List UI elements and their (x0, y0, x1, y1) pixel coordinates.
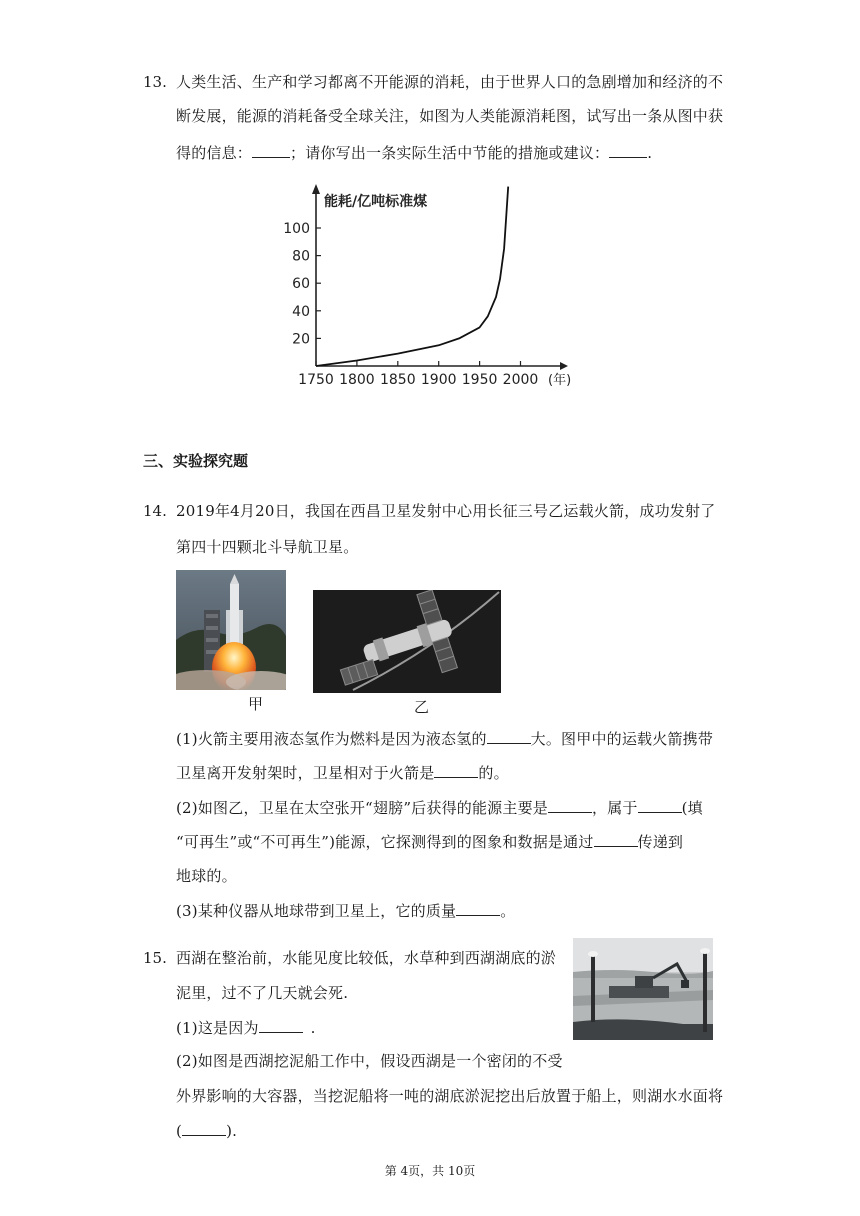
satellite-photo (313, 590, 501, 693)
question-15-part-1 (176, 1017, 316, 1038)
answer-blank[interactable] (182, 1120, 226, 1136)
question-13-line-2: 断发展，能源的消耗备受全球关注，如图为人类能源消耗图，试写出一条从图中获 (176, 107, 724, 125)
text-segment: 卫星离开发射架时，卫星相对于火箭是 (176, 764, 435, 782)
rocket-launch-photo (176, 570, 286, 690)
question-15-part-2-line-1: (2)如图是西湖挖泥船工作中，假设西湖是一个密闭的不受 (176, 1052, 563, 1070)
question-15-line-2: 泥里，过不了几天就会死. (176, 984, 349, 1002)
question-15-line-1: 西湖在整治前，水能见度比较低，水草种到西湖湖底的淤 (176, 949, 557, 967)
answer-blank[interactable] (434, 762, 478, 778)
text-segment: “可再生”或“不可再生”)能源，它探测得到的图象和数据是通过 (176, 833, 594, 851)
question-13-line-3 (176, 142, 652, 163)
text-segment: 大。图甲中的运载火箭携带 (530, 730, 714, 748)
answer-blank[interactable] (594, 831, 638, 847)
question-14-intro-line-2: 第四十四颗北斗导航卫星。 (176, 538, 359, 556)
y-tick-label: 20 (292, 331, 310, 348)
energy-consumption-curve (316, 187, 508, 366)
answer-blank[interactable] (487, 728, 531, 744)
x-tick-label: 1800 (339, 372, 375, 388)
question-14-part-1-line-2 (176, 762, 509, 783)
x-axis-label: (年) (548, 373, 572, 388)
y-tick-label: 80 (292, 248, 310, 265)
text-segment: 的。 (478, 764, 509, 782)
text-segment: . (310, 1019, 316, 1037)
question-14-part-1-line-1 (176, 728, 713, 749)
text-segment: (填 (681, 799, 703, 817)
text-segment: (2)如图乙，卫星在太空张开“翅膀”后获得的能源主要是 (176, 799, 548, 817)
question-13-period: . (647, 144, 653, 162)
question-14-number: 14. (143, 502, 167, 520)
y-tick-label: 100 (283, 221, 310, 237)
text-segment: ). (226, 1122, 238, 1140)
text-segment: (3)某种仪器从地球带到卫星上，它的质量 (176, 902, 457, 920)
question-15-part-2-line-2: 外界影响的大容器，当挖泥船将一吨的湖底淤泥挖出后放置于船上，则湖水水面将 (176, 1087, 724, 1105)
question-13-info-prompt: 得的信息： (176, 144, 253, 162)
answer-blank[interactable] (548, 797, 592, 813)
y-tick-label: 40 (292, 303, 310, 320)
answer-blank[interactable] (259, 1017, 303, 1033)
text-segment: (1)火箭主要用液态氢作为燃料是因为液态氢的 (176, 730, 487, 748)
question-14-part-3 (176, 900, 515, 921)
y-axis-arrow (312, 184, 320, 194)
question-15-number: 15. (143, 949, 167, 967)
energy-consumption-chart (280, 182, 590, 397)
question-13-suggestion-prompt: ；请你写出一条实际生活中节能的措施或建议： (290, 144, 610, 162)
section-heading: 三、实验探究题 (143, 452, 249, 470)
question-14-part-2-line-2 (176, 831, 683, 852)
question-14-intro-line-1: 2019年4月20日，我国在西昌卫星发射中心用长征三号乙运载火箭，成功发射了 (176, 502, 716, 520)
caption-a: 甲 (248, 695, 264, 713)
dredging-boat-photo (573, 938, 713, 1040)
x-tick-label: 2000 (502, 372, 539, 388)
answer-blank[interactable] (638, 797, 682, 813)
text-segment: ( (176, 1122, 183, 1140)
x-axis-arrow (560, 362, 568, 370)
y-tick-label: 60 (292, 276, 310, 293)
caption-b: 乙 (414, 698, 430, 716)
question-13-line-1: 人类生活、生产和学习都离不开能源的消耗，由于世界人口的急剧增加和经济的不 (176, 73, 724, 91)
answer-blank[interactable] (456, 900, 500, 916)
y-axis-label: 能耗/亿吨标准煤 (324, 194, 428, 210)
text-segment: ，属于 (592, 799, 638, 817)
question-14-part-2-line-3: 地球的。 (176, 867, 237, 885)
x-tick-label: 1900 (420, 372, 457, 388)
x-tick-label: 1750 (298, 372, 334, 388)
answer-blank[interactable] (609, 142, 647, 158)
text-segment: (1)这是因为 (176, 1019, 259, 1037)
question-14-part-2-line-1 (176, 797, 703, 818)
page-footer: 第 4页，共 10页 (384, 1164, 476, 1178)
text-segment: 。 (500, 902, 516, 920)
question-15-part-2-line-3 (176, 1120, 237, 1141)
text-segment: 传递到 (637, 833, 684, 851)
x-tick-label: 1950 (461, 372, 498, 388)
x-tick-label: 1850 (379, 372, 416, 388)
answer-blank[interactable] (252, 142, 290, 158)
question-13-number: 13. (143, 73, 167, 91)
